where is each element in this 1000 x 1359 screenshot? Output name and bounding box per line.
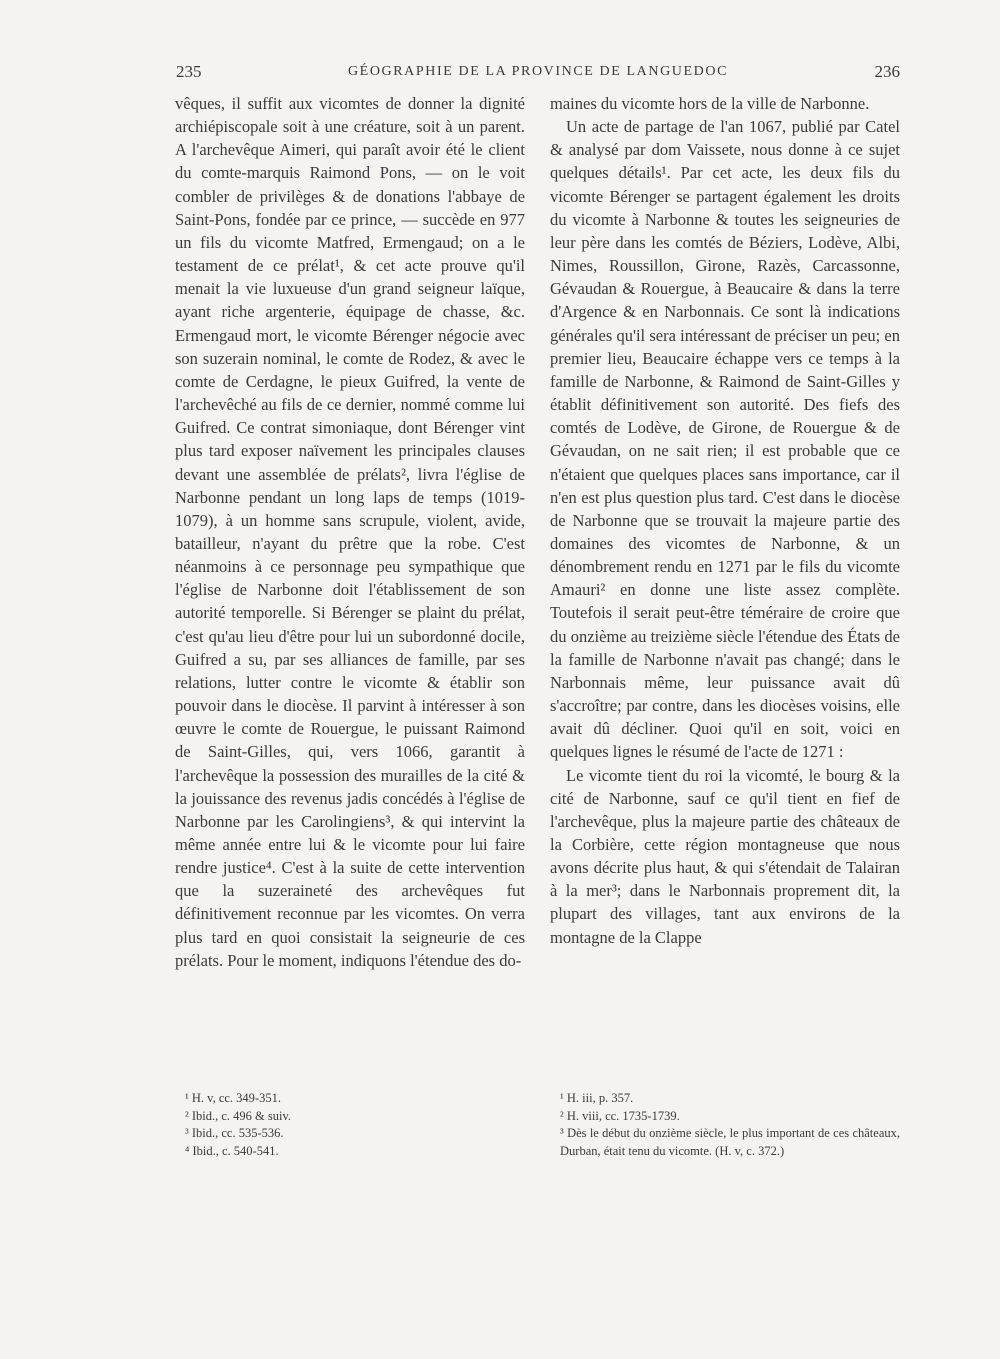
- footnote-right-3: ³ Dès le début du onzième siècle, le plus important de ces châteaux, Durban, était tenu du vicomte. (H. v, c. 372.): [560, 1126, 900, 1158]
- footnotes-left: [185, 1090, 525, 1160]
- footnote-left-4: ⁴ Ibid., c. 540-541.: [185, 1143, 279, 1158]
- running-title: GÉOGRAPHIE DE LA PROVINCE DE LANGUEDOC: [347, 64, 729, 79]
- right-paragraph-1: maines du vicomte hors de la ville de Narbonne.: [550, 94, 870, 113]
- footnotes-right: [560, 1090, 900, 1160]
- footnote-left-3: ³ Ibid., cc. 535-536.: [185, 1126, 284, 1140]
- footnote-right-1: ¹ H. iii, p. 357.: [560, 1091, 634, 1105]
- right-paragraph-2: Un acte de partage de l'an 1067, publié par Catel & analysé par dom Vaissete, nous donne à ce sujet quelques détails¹. Par cet acte, les deux fils du vicomte Bérenger se partagent également les droits du vicomte à Narbonne & toutes les seigneuries de leur père dans les comtés de Béziers, Lodève, Albi, Nimes, Roussillon, Girone, Razès, Carcassonne, Gévaudan & Rouergue, à Beaucaire & dans la terre d'Argence & en Narbonnais. Ce sont là indications générales qu'il sera intéressant de préciser un peu; en premier lieu, Beaucaire échappe vers ce temps à la famille de Narbonne, & Raimond de Saint-Gilles y établit définitivement son autorité. Des fiefs des comtés de Lodève, de Girone, de Rouergue & de Gévaudan, on ne sait rien; il est probable que ce n'étaient que quelques places sans importance, car il n'en est plus question plus tard. C'est dans le diocèse de Narbonne que se trouvait la majeure partie des domaines des vicomtes de Narbonne, & un dénombrement rendu en 1271 par le fils du vicomte Amauri² en donne une liste assez complète. Toutefois il serait peut-être téméraire de croire que du onzième au treizième siècle l'étendue des États de la famille de Narbonne n'avait pas changé; dans le Narbonnais même, leur puissance avait dû s'accroître; par contre, dans les diocèses voisins, elle avait dû décliner. Quoi qu'il en soit, voici en quelques lignes le résumé de l'acte de 1271 :: [550, 117, 900, 762]
- page-number-left: 235: [176, 62, 202, 81]
- footnote-left-2: ² Ibid., c. 496 & suiv.: [185, 1108, 292, 1123]
- page-number-right: 236: [874, 62, 900, 81]
- right-paragraph-3: Le vicomte tient du roi la vicomté, le bourg & la cité de Narbonne, sauf ce qu'il tient en fief de l'archevêque, plus la majeure partie des châteaux de la Corbière, cette région montagneuse que nous avons décrite plus haut, & qui s'étendait de Talairan à la mer³; dans le Narbonnais proprement dit, la plupart des villages, tant aux environs de la montagne de la Clappe: [550, 765, 900, 947]
- footnote-right-2: ² H. viii, cc. 1735-1739.: [560, 1108, 680, 1123]
- left-column: [175, 92, 525, 972]
- page-header: [176, 62, 900, 86]
- right-column: [550, 92, 900, 949]
- footnote-left-1: ¹ H. v, cc. 349-351.: [185, 1091, 281, 1105]
- left-paragraph-1: vêques, il suffit aux vicomtes de donner la dignité archiépiscopale soit à une créature, soit à un parent. A l'archevêque Aimeri, qui paraît avoir été le client du comte-marquis Raimond Pons, — on le voit combler de privilèges & de donations l'abbaye de Saint-Pons, fondée par ce prince, — succède en 977 un fils du vicomte Matfred, Ermengaud; on a le testament de ce prélat¹, & cet acte prouve qu'il menait la vie luxueuse d'un grand seigneur laïque, ayant riche argenterie, équipage de chasse, &c. Ermengaud mort, le vicomte Bérenger négocie avec son suzerain nominal, le comte de Rodez, & avec le comte de Cerdagne, le pieux Guifred, la vente de l'archevêché au fils de ce dernier, nommé comme lui Guifred. Ce contrat simoniaque, dont Bérenger vint plus tard exposer naïvement les principales clauses devant une assemblée de prélats², livra l'église de Narbonne pendant un long laps de temps (1019-1079), à un homme sans scrupule, violent, avide, batailleur, n'ayant du prêtre que la robe. C'est néanmoins à ce personnage peu sympathique que l'église de Narbonne doit l'établissement de son autorité temporelle. Si Bérenger se plaint du prélat, c'est qu'au lieu d'être pour lui un subordonné docile, Guifred a su, par ses alliances de famille, par ses relations, lutter contre le vicomte & établir son pouvoir dans le diocèse. Il parvint à intéresser à son œuvre le comte de Rouergue, le puissant Raimond de Saint-Gilles, qui, vers 1066, garantit à l'archevêque la possession des murailles de la cité & la jouissance des revenus jadis concédés à l'église de Narbonne par les Carolingiens³, & qui intervint la même année entre lui & le vicomte pour lui faire rendre justice⁴. C'est à la suite de cette intervention que la suzeraineté des archevêques fut définitivement reconnue par les vicomtes. On verra plus tard en quoi consistait la seigneurie de ces prélats. Pour le moment, indiquons l'étendue des do-: [175, 94, 525, 970]
